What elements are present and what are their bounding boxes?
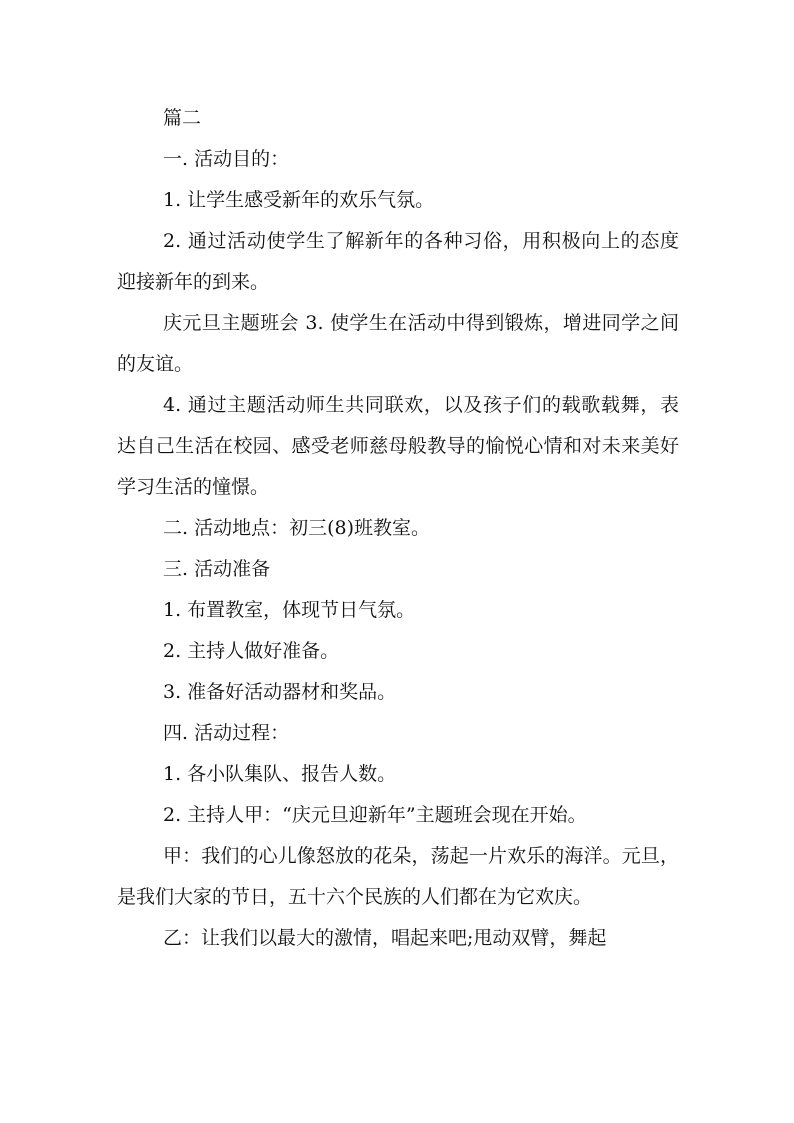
host-a-speech: 甲：我们的心儿像怒放的花朵，荡起一片欢乐的海洋。元旦，是我们大家的节日，五十六个民族的人们都在为它欢庆。 bbox=[117, 845, 679, 908]
document-body bbox=[117, 98, 679, 959]
host-b-speech: 乙：让我们以最大的激情，唱起来吧;甩动双臂，舞起 bbox=[163, 927, 607, 949]
goal-item-2: 2. 通过活动使学生了解新年的各种习俗，用积极向上的态度迎接新年的到来。 bbox=[117, 230, 679, 293]
heading-activity-preparation: 三. 活动准备 bbox=[163, 558, 271, 580]
process-item-2: 2. 主持人甲：“庆元旦迎新年”主题班会现在开始。 bbox=[163, 804, 587, 826]
heading-activity-goals: 一. 活动目的： bbox=[163, 148, 290, 170]
preparation-item-2: 2. 主持人做好准备。 bbox=[163, 640, 340, 662]
heading-activity-location: 二. 活动地点：初三(8)班教室。 bbox=[163, 517, 430, 539]
goal-item-3: 庆元旦主题班会 3. 使学生在活动中得到锻炼，增进同学之间的友谊。 bbox=[117, 312, 679, 375]
goal-item-4: 4. 通过主题活动师生共同联欢，以及孩子们的载歌载舞，表达自己生活在校园、感受老师慈母般教导的愉悦心情和对未来美好学习生活的憧憬。 bbox=[117, 394, 679, 498]
preparation-item-3: 3. 准备好活动器材和奖品。 bbox=[163, 681, 397, 703]
section-heading: 篇二 bbox=[163, 107, 202, 129]
goal-item-1: 1. 让学生感受新年的欢乐气氛。 bbox=[163, 189, 435, 211]
preparation-item-1: 1. 布置教室，体现节日气氛。 bbox=[163, 599, 416, 621]
process-item-1: 1. 各小队集队、报告人数。 bbox=[163, 763, 397, 785]
heading-activity-process: 四. 活动过程： bbox=[163, 722, 290, 744]
